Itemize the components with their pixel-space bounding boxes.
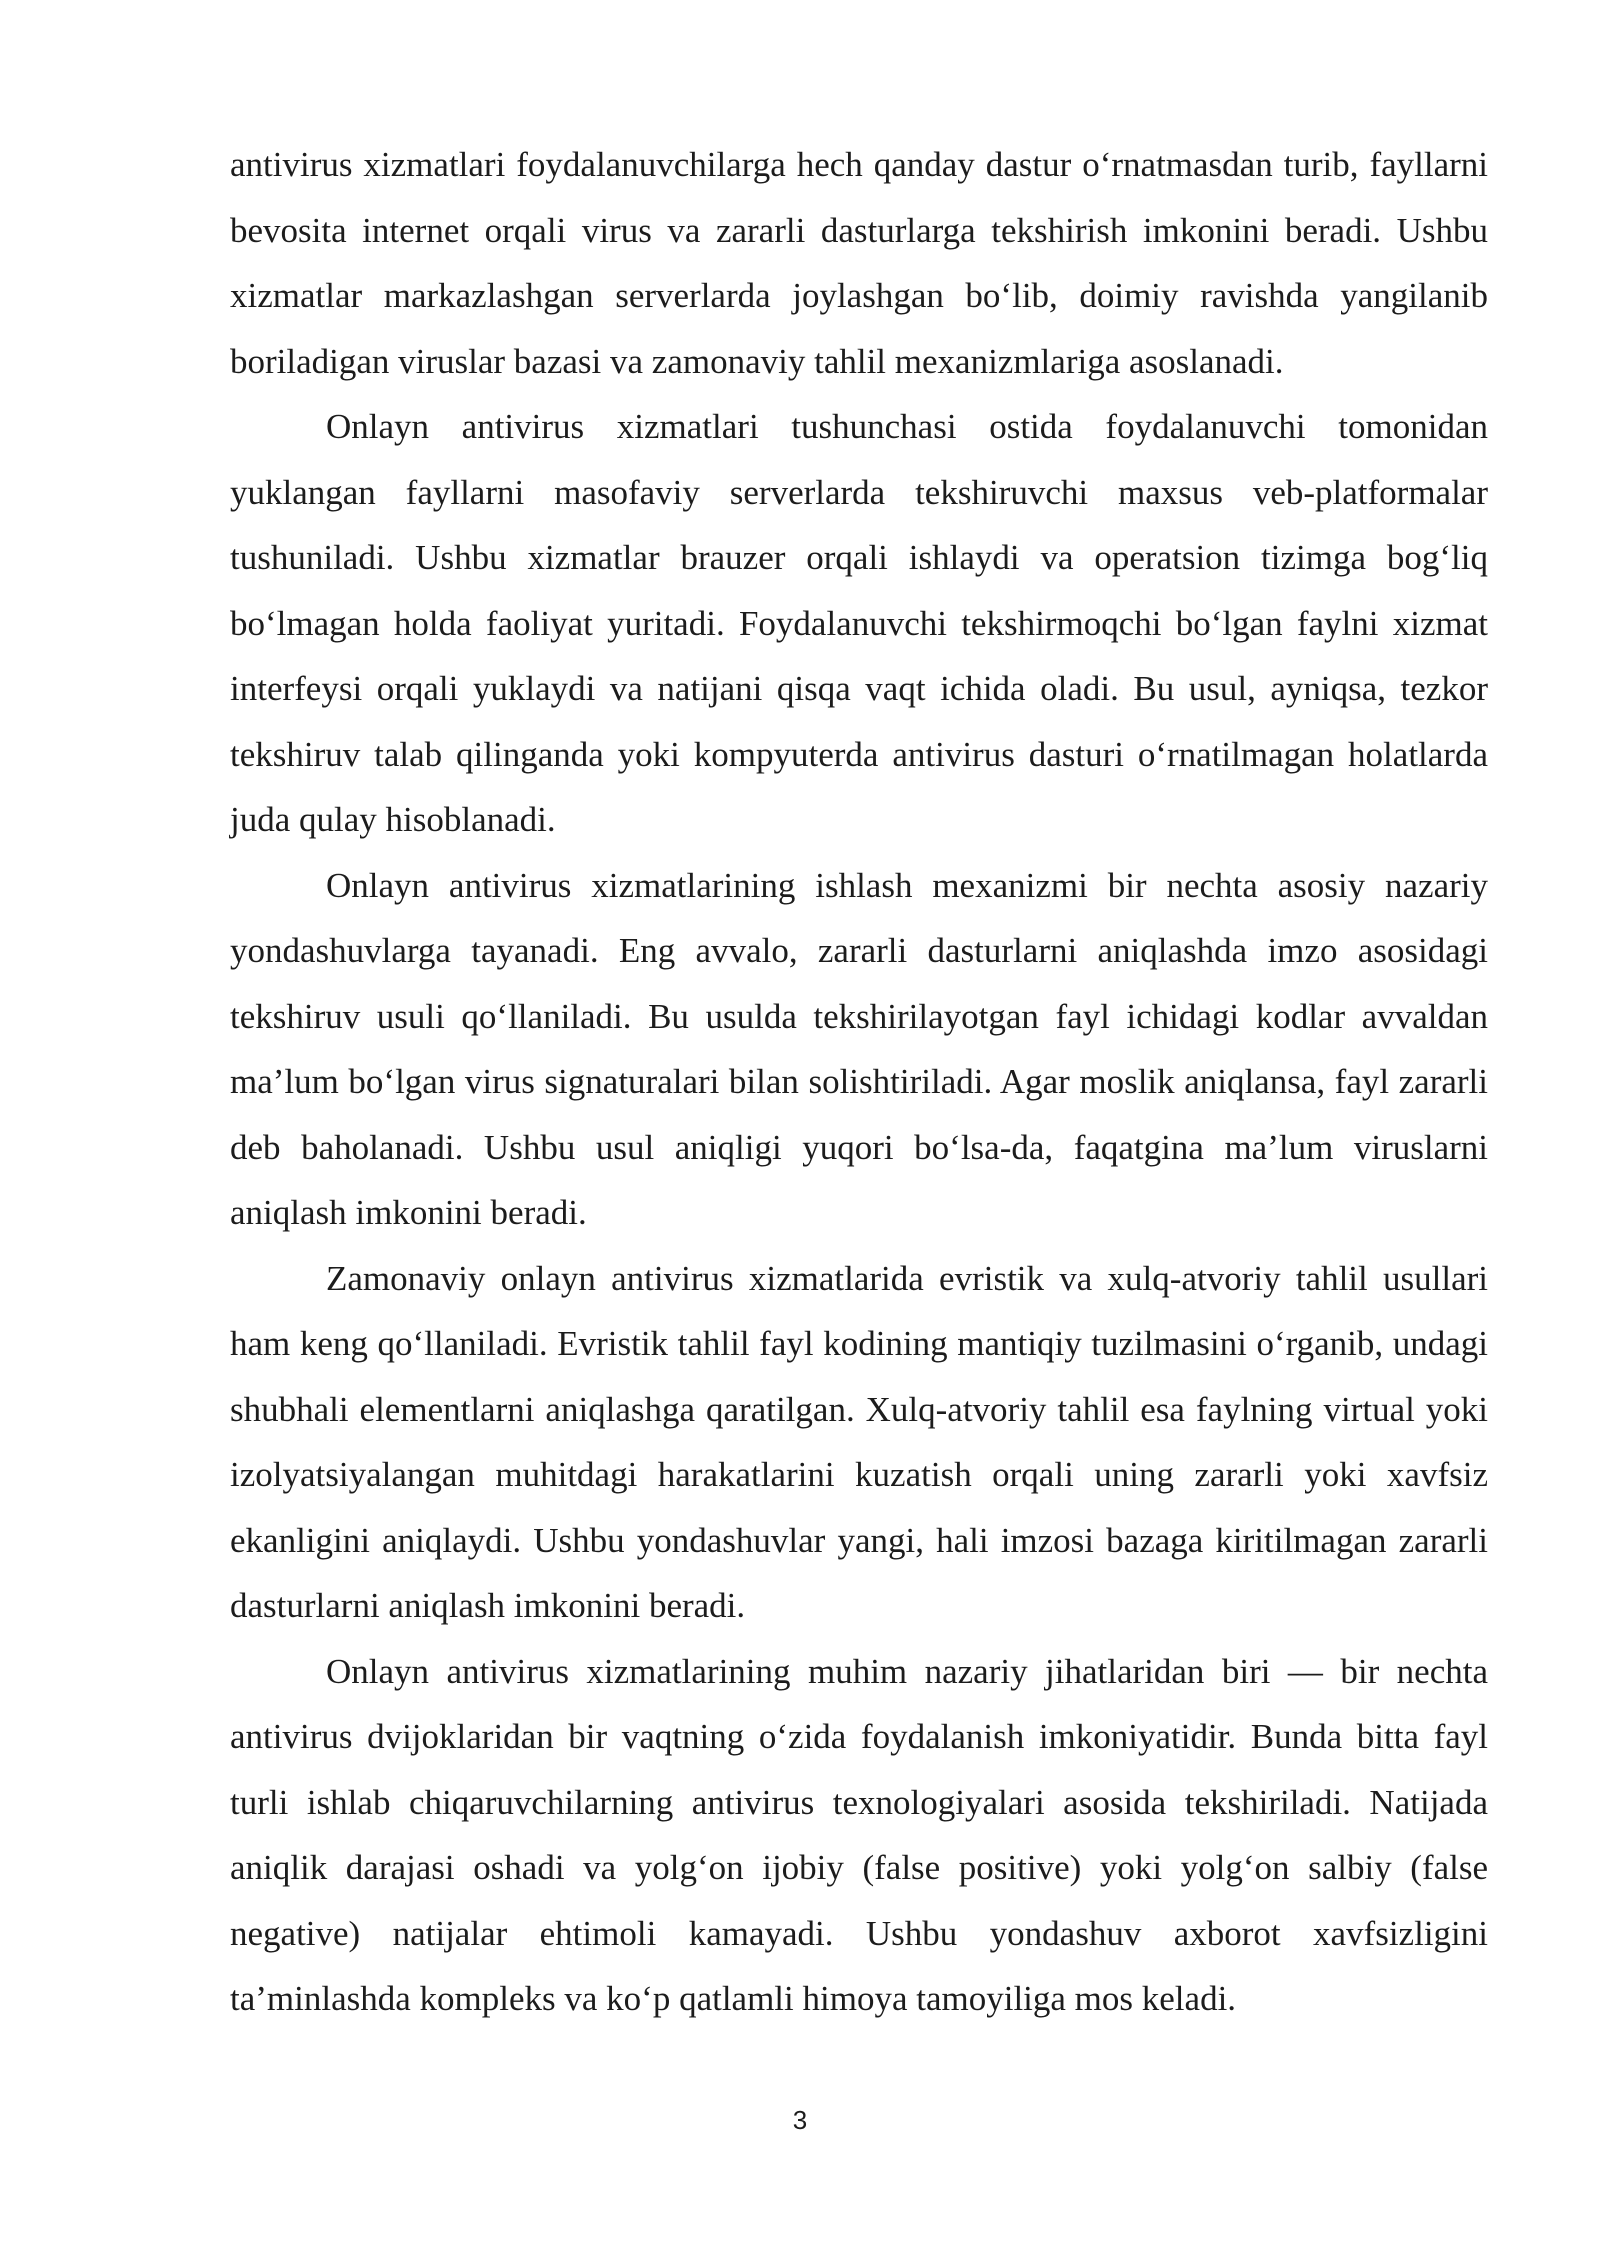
- paragraph-heuristic-method: Zamonaviy onlayn antivirus xizmatlarida evristik va xulq-atvoriy tahlil usullari ham keng qo‘llaniladi. Evristik tahlil fayl kodining mantiqiy tuzilmasini o‘rganib, undagi shubhali elementlarni aniqlashga qaratilgan. Xulq-atvoriy tahlil esa faylning virtual yoki izolyatsiyalangan muhitdagi harakatlarini kuzatish orqali uning zararli yoki xavfsiz ekanligini aniqlaydi. Ushbu yondashuvlar yangi, hali imzosi bazaga kiritilmagan zararli dasturlarni aniqlash imkonini beradi.: [230, 1258, 1488, 1625]
- page-number: 3: [792, 2105, 808, 2135]
- paragraph-definition: Onlayn antivirus xizmatlari tushunchasi ostida foydalanuvchi tomonidan yuklangan fayllarni masofaviy serverlarda tekshiruvchi maxsus veb-platformalar tushuniladi. Ushbu xizmatlar brauzer orqali ishlaydi va operatsion tizimga bog‘liq bo‘lmagan holda faoliyat yuritadi. Foydalanuvchi tekshirmoqchi bo‘lgan faylni xizmat interfeysi orqali yuklaydi va natijani qisqa vaqt ichida oladi. Bu usul, ayniqsa, tezkor tekshiruv talab qilinganda yoki kompyuterda antivirus dasturi o‘rnatilmagan holatlarda juda qulay hisoblanadi.: [230, 407, 1488, 839]
- body-text: [230, 132, 1488, 2032]
- paragraph-signature-method: Onlayn antivirus xizmatlarining ishlash mexanizmi bir nechta asosiy nazariy yondashuvlarga tayanadi. Eng avvalo, zararli dasturlarni aniqlashda imzo asosidagi tekshiruv usuli qo‘llaniladi. Bu usulda tekshirilayotgan fayl ichidagi kodlar avvaldan ma’lum bo‘lgan virus signaturalari bilan solishtiriladi. Agar moslik aniqlansa, fayl zararli deb baholanadi. Ushbu usul aniqligi yuqori bo‘lsa-da, faqatgina ma’lum viruslarni aniqlash imkonini beradi.: [230, 865, 1488, 1232]
- paragraph-continuation: antivirus xizmatlari foydalanuvchilarga hech qanday dastur o‘rnatmasdan turib, fayllarni bevosita internet orqali virus va zararli dasturlarga tekshirish imkonini beradi. Ushbu xizmatlar markazlashgan serverlarda joylashgan bo‘lib, doimiy ravishda yangilanib boriladigan viruslar bazasi va zamonaviy tahlil mexanizmlariga asoslanadi.: [230, 145, 1488, 381]
- paragraph-multi-engine: Onlayn antivirus xizmatlarining muhim nazariy jihatlaridan biri — bir nechta antivirus dvijoklaridan bir vaqtning o‘zida foydalanish imkoniyatidir. Bunda bitta fayl turli ishlab chiqaruvchilarning antivirus texnologiyalari asosida tekshiriladi. Natijada aniqlik darajasi oshadi va yolg‘on ijobiy (false positive) yoki yolg‘on salbiy (false negative) natijalar ehtimoli kamayadi. Ushbu yondashuv axborot xavfsizligini ta’minlashda kompleks va ko‘p qatlamli himoya tamoyiliga mos keladi.: [230, 1651, 1488, 2018]
